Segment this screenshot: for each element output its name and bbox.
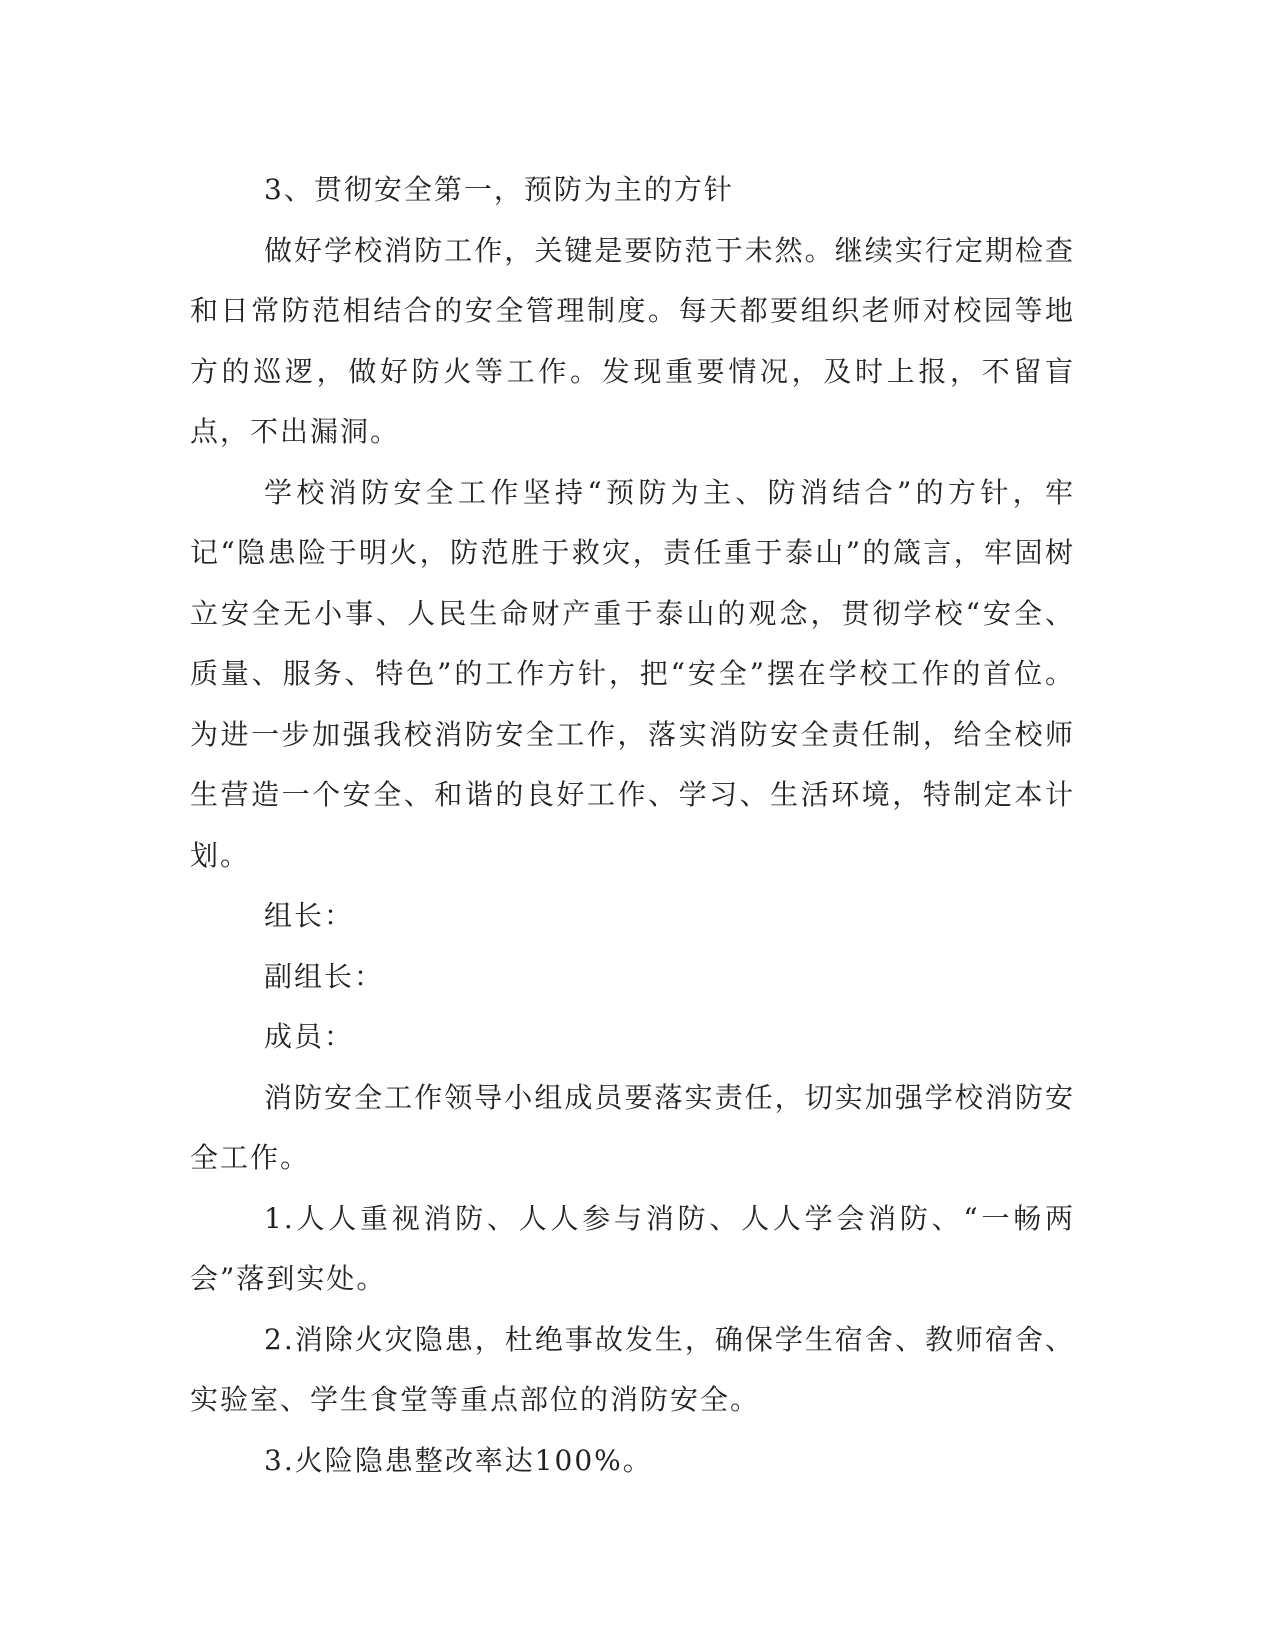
group-leader-line: 组长： — [264, 899, 355, 932]
goal-item-2: 2.消除火灾隐患，杜绝事故发生，确保学生宿舍、教师宿舍、实验室、学生食堂等重点部位的消防安全。 — [190, 1322, 1075, 1416]
section-heading: 3、贯彻安全第一，预防为主的方针 — [264, 173, 734, 206]
paragraph-responsibility: 消防安全工作领导小组成员要落实责任，切实加强学校消防安全工作。 — [190, 1080, 1075, 1174]
goal-item-3: 3.火险隐患整改率达100%。 — [264, 1443, 653, 1477]
paragraph-policy: 学校消防安全工作坚持“预防为主、防消结合”的方针，牢记“隐患险于明火，防范胜于救灾，责任重于泰山”的箴言，牢固树立安全无小事、人民生命财产重于泰山的观念，贯彻学校“安全、质量、服务、特色”的工作方针，把“安全”摆在学校工作的首位。为进一步加强我校消防安全工作，落实消防安全责任制，给全校师生营造一个安全、和谐的良好工作、学习、生活环境，特制定本计划。 — [190, 475, 1075, 872]
deputy-leader-line: 副组长： — [264, 959, 385, 993]
document-body — [190, 160, 1075, 1491]
members-line: 成员： — [264, 1020, 355, 1053]
goal-item-1: 1.人人重视消防、人人参与消防、人人学会消防、“一畅两会”落到实处。 — [190, 1201, 1075, 1295]
paragraph-prevention: 做好学校消防工作，关键是要防范于未然。继续实行定期检查和日常防范相结合的安全管理制度。每天都要组织老师对校园等地方的巡逻，做好防火等工作。发现重要情况，及时上报，不留盲点，不出漏洞。 — [190, 233, 1075, 448]
